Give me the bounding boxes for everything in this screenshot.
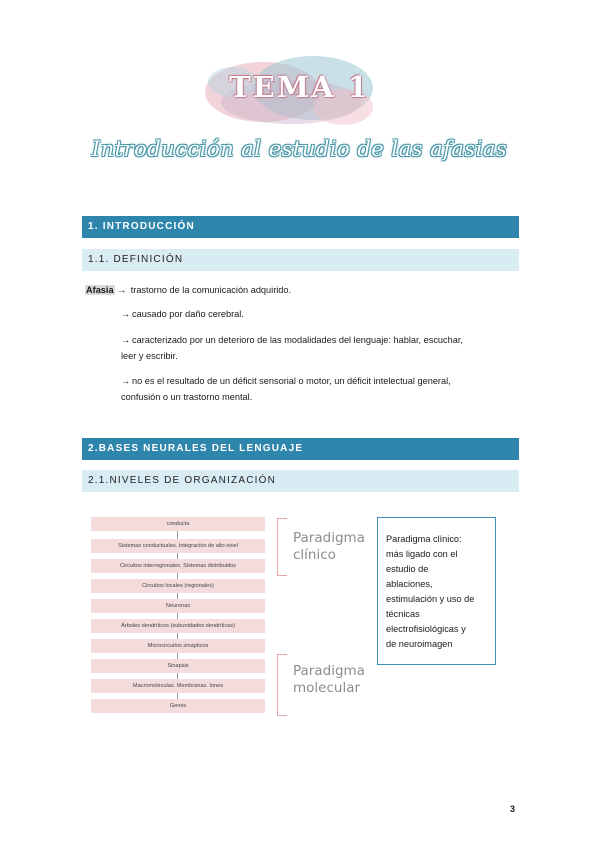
definition-point-2-cont: leer y escribir. (121, 351, 178, 361)
level-box: Sinapsis (91, 659, 265, 673)
paradigm-word: molecular (293, 680, 361, 696)
molecular-bracket (277, 654, 287, 716)
arrow-icon: → (121, 376, 131, 386)
note-line: ablaciones, (386, 579, 433, 589)
note-line: más ligado con el (386, 549, 458, 559)
note-line: estudio de (386, 564, 429, 574)
definition-point-1 (121, 307, 244, 321)
point-text: no es el resultado de un déficit sensorial o motor, un déficit intelectual general, (132, 376, 451, 386)
paradigm-word: Paradigma (293, 530, 365, 546)
section-heading-introduccion: 1. INTRODUCCIÓN (82, 216, 519, 238)
definition-point-3 (121, 374, 451, 388)
level-box: Neuronas (91, 599, 265, 613)
point-text: caracterizado por un deterioro de las modalidades del lenguaje: hablar, escuchar, (132, 335, 463, 345)
level-box: Genes (91, 699, 265, 713)
note-line: Paradigma clínico: (386, 534, 462, 544)
note-line: electrofisiológicas y (386, 624, 466, 634)
clinical-bracket (277, 518, 287, 576)
definition-point-2 (121, 333, 463, 347)
note-line: técnicas (386, 609, 420, 619)
level-box: Árboles dendríticos (subunidades dendríticas) (91, 619, 265, 633)
level-box: Microcircuitos sinápticos (91, 639, 265, 653)
paradigm-clinical-label (293, 530, 365, 564)
section-heading-bases-neurales: 2.BASES NEURALES DEL LENGUAJE (82, 438, 519, 460)
arrow-icon: → (117, 285, 127, 295)
note-line: estimulación y uso de (386, 594, 475, 604)
paradigm-molecular-label (293, 663, 365, 697)
arrow-icon: → (121, 309, 131, 319)
level-box: conducta (91, 517, 265, 531)
arrow-icon: → (121, 335, 131, 345)
level-box: Circuitos locales (regionales) (91, 579, 265, 593)
definition-point-3-cont: confusión o un trastorno mental. (121, 392, 253, 402)
subsection-heading-niveles: 2.1.NIVELES DE ORGANIZACIÓN (82, 470, 519, 492)
chapter-subtitle: Introducción al estudio de las afasias (91, 137, 508, 161)
paradigm-word: Paradigma (293, 663, 365, 679)
point-text: causado por daño cerebral. (132, 309, 244, 319)
clinical-paradigm-note (377, 517, 496, 665)
definition-main: trastorno de la comunicación adquirido. (130, 285, 292, 295)
level-box: Macromoléculas. Membranas. Iones (91, 679, 265, 693)
subsection-heading-definicion: 1.1. DEFINICIÓN (82, 249, 519, 271)
definition-line (85, 283, 291, 297)
paradigm-word: clínico (293, 547, 336, 563)
level-box: Circuitos interregionales. Sistemas distribuidos (91, 559, 265, 573)
page-number: 3 (510, 804, 516, 814)
definition-term: Afasia (86, 285, 114, 295)
chapter-title: TEMA 1 (229, 70, 370, 104)
level-box: Sistemas conductuales. Integración de alto nivel (91, 539, 265, 553)
note-line: de neuroimagen (386, 639, 453, 649)
